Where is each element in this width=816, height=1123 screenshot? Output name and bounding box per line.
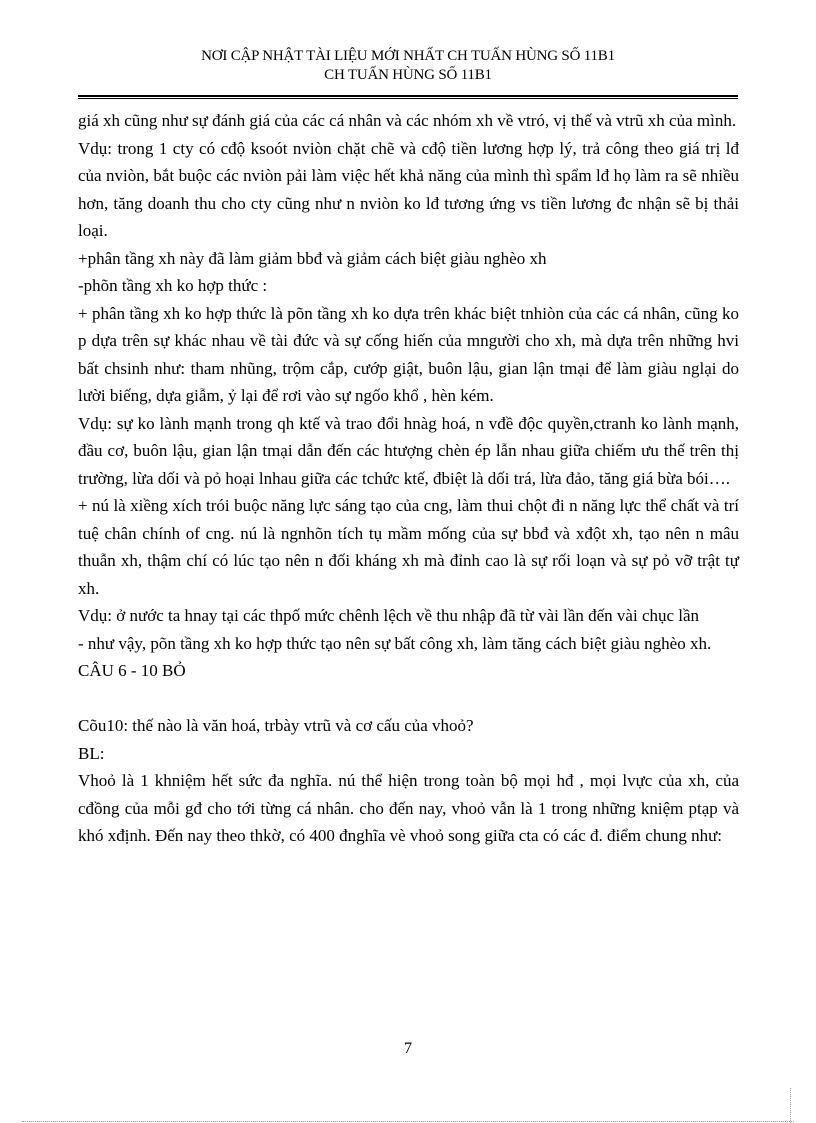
- paragraph: +phân tầng xh này đã làm giảm bbđ và giảm cách biệt giàu nghèo xh: [78, 248, 547, 268]
- paragraph: + phân tầng xh ko hợp thức là põn tầng xh ko dựa trên khác biệt tnhiòn của các cá nhân, cũng ko p dựa trên sự khác nhau về tài đức và sự cống hiến của mngười cho xh, mà dựa trên những hvi bất chsinh như: tham nhũng, trộm cắp, cướp giật, buôn lậu, gian lận tmại để làm giàu nglại do lười biếng, dựa giẫm, ỷ lại để rơi vào sự ngốo khổ , hèn kém.: [78, 303, 739, 405]
- paragraph: Vdụ: sự ko lành mạnh trong qh ktế và trao đổi hnàg hoá, n vđề độc quyền,ctranh ko lành mạnh, đầu cơ, buôn lậu, gian lận tmại dẫn đến các htượng chèn ép lẫn nhau giữa chiếm ưu thế trên thị trường, lừa dối và pỏ hoại lnhau giữa các tchức ktế, đbiệt là dối trá, lừa đảo, tăng giá bừa bói….: [78, 413, 739, 488]
- paragraph: + nú là xiềng xích trói buộc năng lực sáng tạo của cng, làm thui chột đi n năng lực thể chất và trí tuệ chân chính of cng. nú là ngnhõn tích tụ mầm mống của sự bbđ và xđột xh, tạo nên n mâu thuẫn xh, thậm chí có lúc tạo nên n đối kháng xh mà đỉnh cao là sự rối loạn và sự pỏ vỡ trật tự xh.: [78, 496, 739, 598]
- paragraph: Vhoỏ là 1 khniệm hết sức đa nghĩa. nú thể hiện trong toàn bộ mọi hđ , mọi lvực của xh, của cđồng của mỗi gđ cho tới từng cá nhân. cho đến nay, vhoỏ vẫn là 1 trong những kniệm ptạp và khó xđịnh. Đến nay theo thkờ, có 400 đnghĩa vè vhoỏ song giữa cta có các đ. điểm chung như:: [78, 771, 739, 845]
- paragraph: -phõn tầng xh ko hợp thức :: [78, 276, 268, 295]
- margin-guide: [790, 1088, 791, 1123]
- page-number: 7: [404, 1040, 412, 1057]
- answer-label: BL:: [78, 743, 105, 763]
- section-heading: CÂU 6 - 10 BỎ: [78, 661, 186, 680]
- paragraph: Vdụ: trong 1 cty có cđộ ksoót nviòn chặt chẽ và cđộ tiền lương hợp lý, trả công theo giá trị lđ của nviòn, bắt buộc các nviòn pải làm việc hết khả năng của mình thì spẩm lđ họ làm ra sẽ nhiều hơn, tăng doanh thu cho cty cũng như n nviòn ko lđ tương ứng vs tiền lương đc nhận sẽ bị thải loại.: [78, 138, 739, 240]
- header-divider: [78, 95, 738, 99]
- paragraph: Vdụ: ở nước ta hnay tại các thpố mức chênh lệch về thu nhập đã từ vài lần đến vài chục lần: [78, 606, 700, 625]
- page-header: [78, 47, 738, 85]
- paragraph: giá xh cũng như sự đánh giá của các cá nhân và các nhóm xh về vtró, vị thế và vtrũ xh của mình.: [78, 111, 737, 130]
- blank-line: [78, 685, 739, 713]
- question-heading: Cõu10: thế nào là văn hoá, trbày vtrũ và cơ cấu của vhoỏ?: [78, 716, 474, 735]
- page-boundary: [22, 1121, 794, 1122]
- header-line-2: CH TUẤN HÙNG SỐ 11B1: [324, 67, 492, 83]
- document-body: [78, 107, 739, 850]
- header-line-1: NƠI CẬP NHẬT TÀI LIỆU MỚI NHẤT CH TUẤN HÙNG SỐ 11B1: [201, 48, 615, 64]
- paragraph: - như vậy, põn tầng xh ko hợp thức tạo nên sự bất công xh, làm tăng cách biệt giàu nghèo xh.: [78, 633, 712, 653]
